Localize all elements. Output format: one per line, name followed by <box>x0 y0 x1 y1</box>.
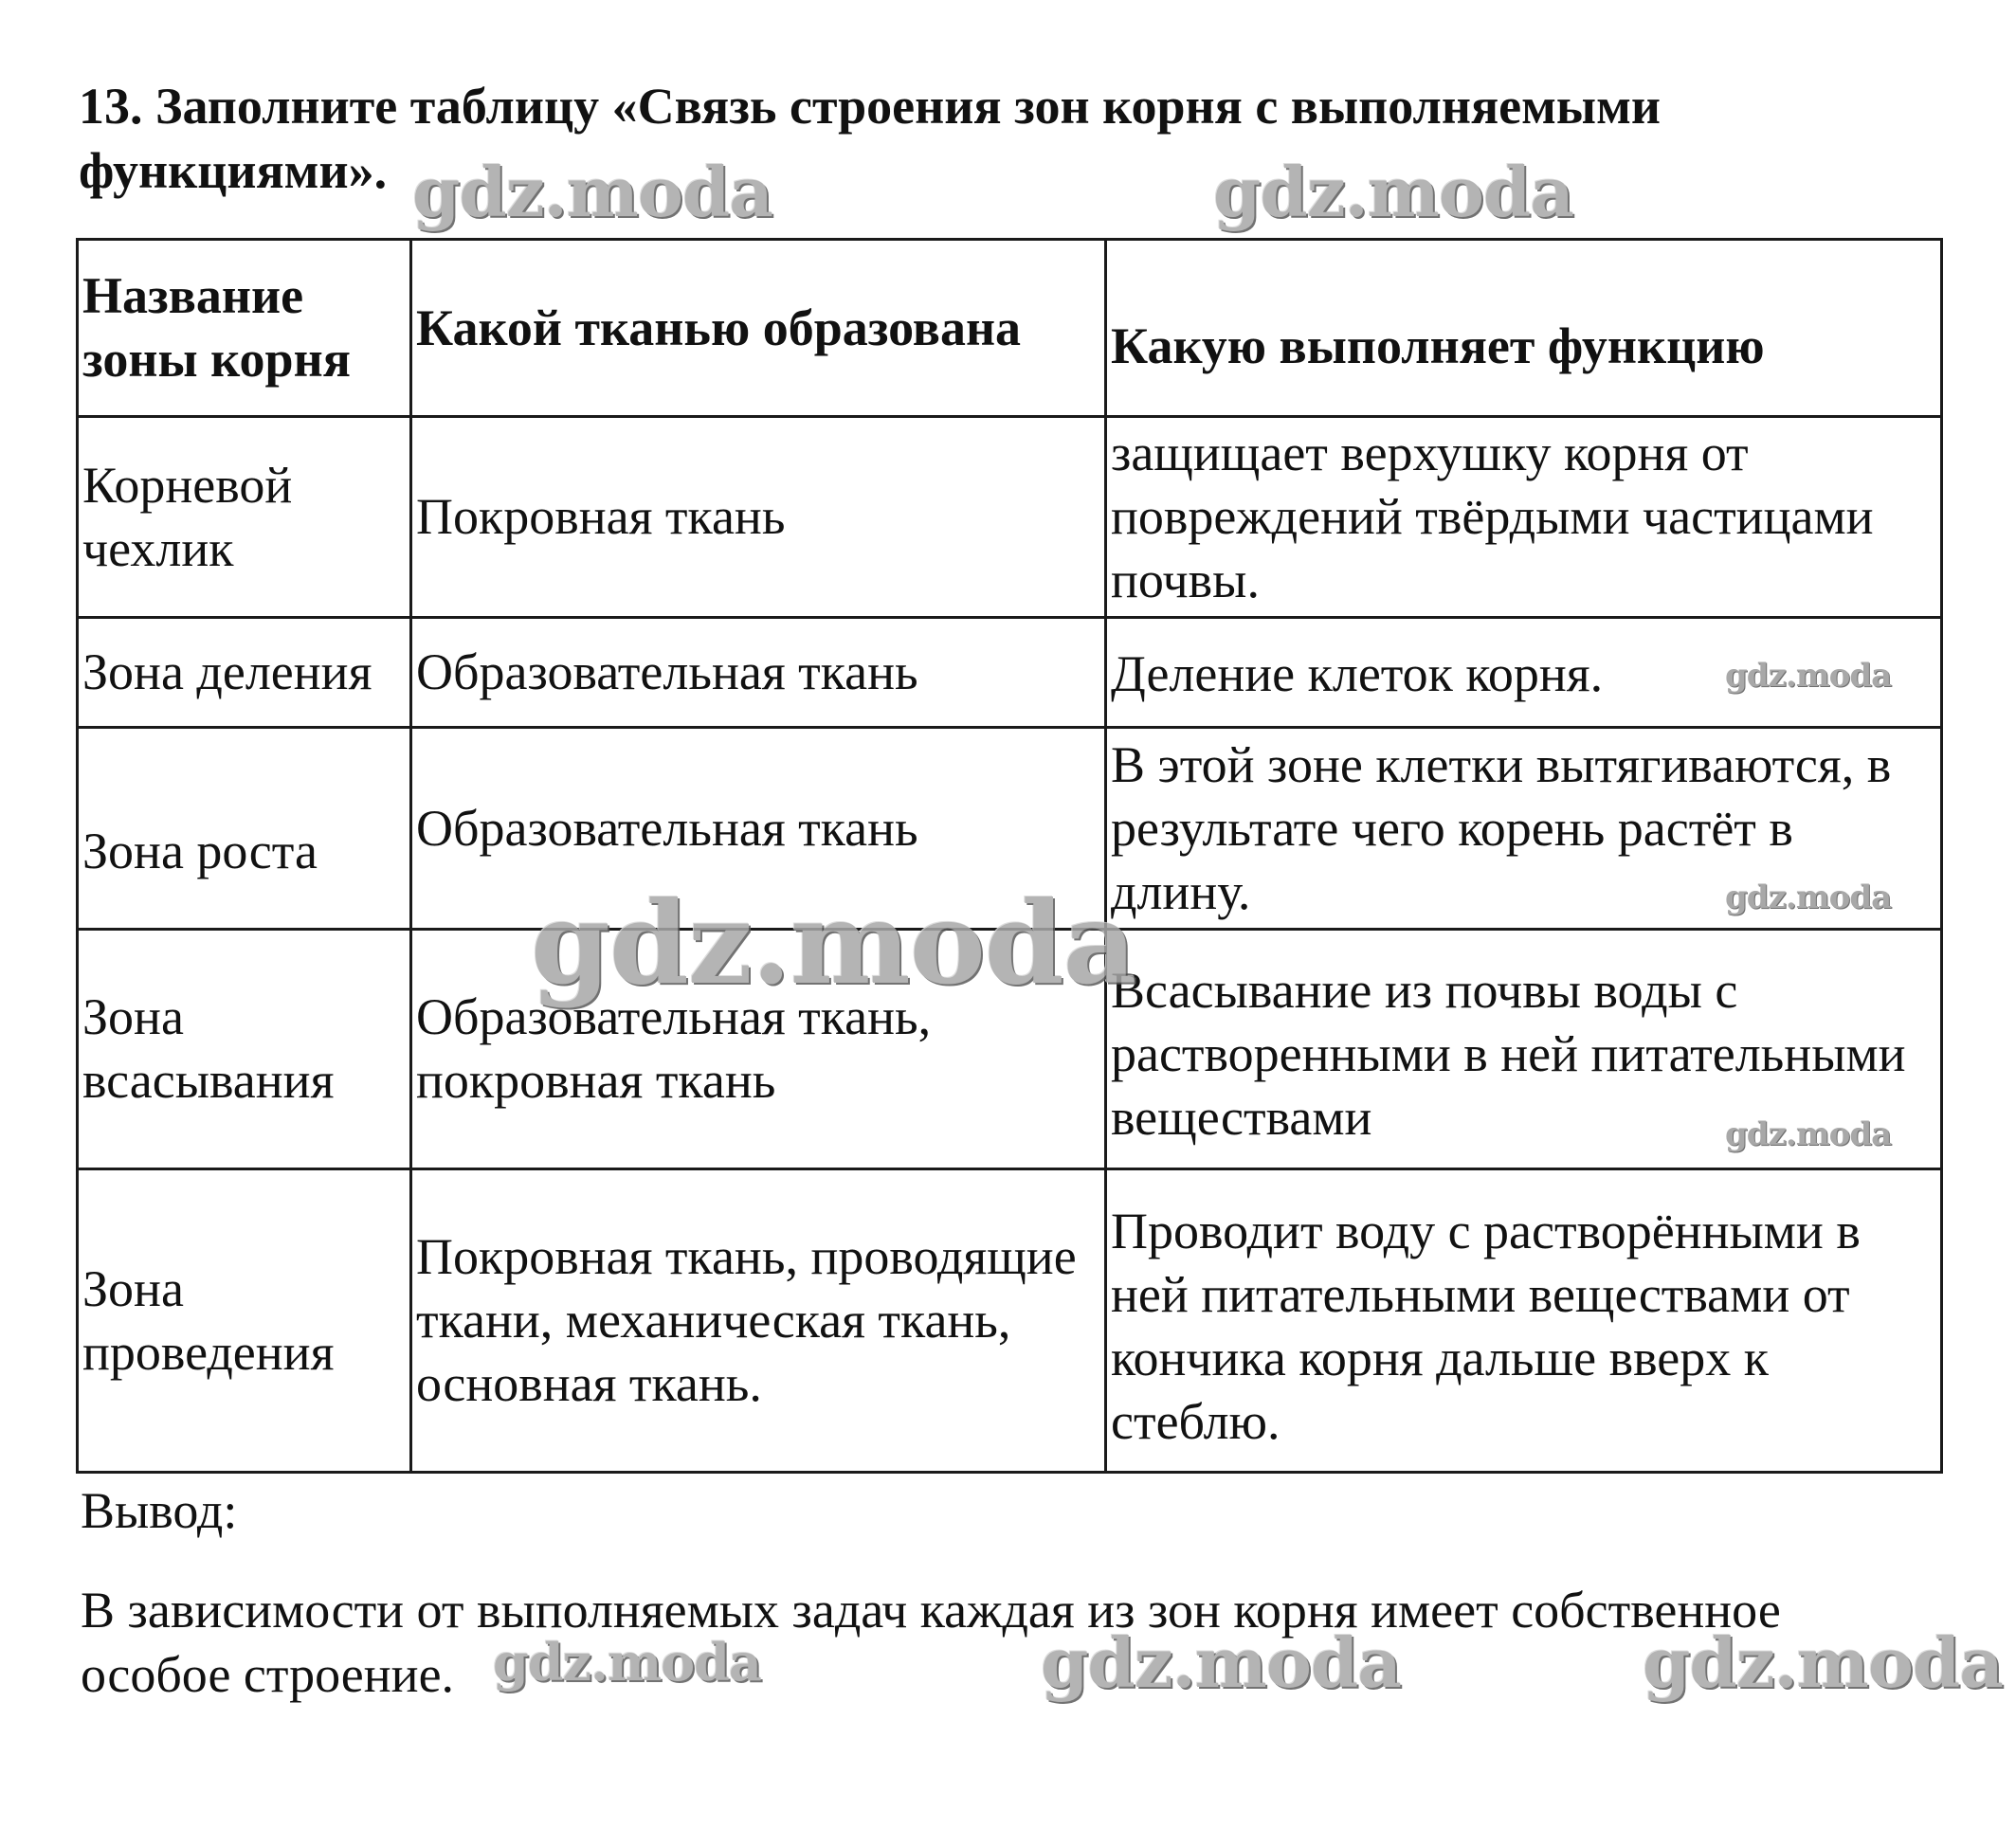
table-row <box>78 618 1942 728</box>
cell-function: Деление клеток корня. <box>1106 618 1942 728</box>
watermark: gdz.moda <box>1725 1115 1892 1153</box>
cell-zone-name: Зона проведения <box>78 1169 411 1473</box>
root-zones-table <box>76 238 1943 1474</box>
cell-tissue: Образовательная ткань, покровная ткань <box>411 930 1106 1169</box>
task-title: 13. Заполните таблицу «Связь строения зон корня с выполняемыми функциями». <box>79 78 1661 199</box>
watermark: gdz.moda <box>493 1632 761 1693</box>
cell-function: защищает верхушку корня от повреждений твёрдыми частицами почвы. <box>1106 417 1942 618</box>
cell-zone-name: Зона деления <box>78 618 411 728</box>
cell-function: Проводит воду с растворёнными в ней питательными веществами от кончика корня дальше вверх к стеблю. <box>1106 1169 1942 1473</box>
header-function: Какую выполняет функцию <box>1106 240 1942 417</box>
table-header-row <box>78 240 1942 417</box>
watermark: gdz.moda <box>1213 152 1573 232</box>
cell-tissue: Образовательная ткань <box>411 618 1106 728</box>
watermark: gdz.moda <box>1041 1622 1401 1703</box>
conclusion-text: В зависимости от выполняемых задач каждая из зон корня имеет собственное особое строение. <box>81 1582 1781 1703</box>
cell-tissue: Покровная ткань <box>411 417 1106 618</box>
header-zone-name: Название зоны корня <box>78 240 411 417</box>
watermark: gdz.moda <box>1725 657 1892 695</box>
table-row <box>78 417 1942 618</box>
cell-tissue: Образовательная ткань <box>411 728 1106 930</box>
conclusion-label: Вывод: <box>81 1482 238 1539</box>
cell-function: Всасывание из почвы воды с растворенными в ней питательными веществами <box>1106 930 1942 1169</box>
table-row <box>78 1169 1942 1473</box>
watermark: gdz.moda <box>1643 1622 2003 1703</box>
watermark: gdz.moda <box>531 877 1136 1010</box>
header-tissue: Какой тканью образована <box>411 240 1106 417</box>
cell-zone-name: Корневой чехлик <box>78 417 411 618</box>
watermark: gdz.moda <box>1725 878 1892 916</box>
watermark: gdz.moda <box>412 152 772 232</box>
cell-function: В этой зоне клетки вытягиваются, в результате чего корень растёт в длину. <box>1106 728 1942 930</box>
cell-zone-name: Зона роста <box>78 728 411 930</box>
cell-zone-name: Зона всасывания <box>78 930 411 1169</box>
cell-tissue: Покровная ткань, проводящие ткани, механическая ткань, основная ткань. <box>411 1169 1106 1473</box>
